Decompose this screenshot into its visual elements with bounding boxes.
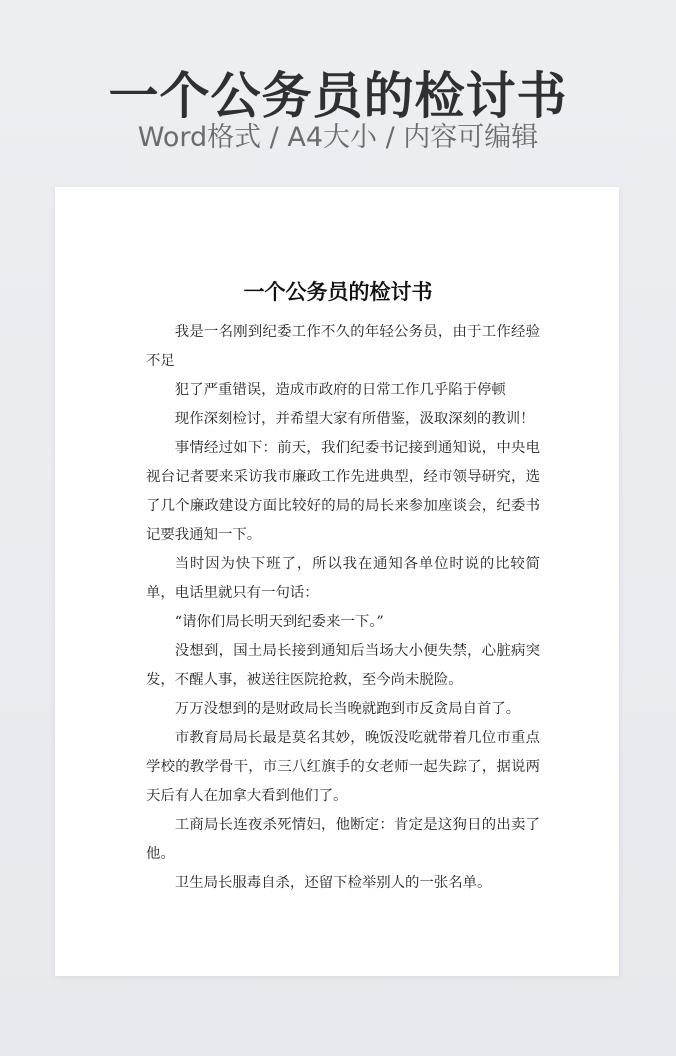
paragraph: 事情经过如下：前天，我们纪委书记接到通知说，中央电视台记者要来采访我市廉政工作先进典型，经市领导研究，选了几个廉政建设方面比较好的局的局长来参加座谈会，纪委书记要我通知一下。: [146, 440, 540, 543]
paragraph: “请你们局长明天到纪委来一下。”: [174, 614, 384, 630]
paragraph: 我是一名刚到纪委工作不久的年轻公务员，由于工作经验不足: [146, 324, 540, 369]
paragraph: 卫生局长服毒自杀，还留下检举别人的一张名单。: [174, 875, 492, 891]
paragraph: 万万没想到的是财政局长当晚就跑到市反贪局自首了。: [174, 701, 521, 717]
document-body: [146, 318, 540, 898]
paragraph: 犯了严重错误，造成市政府的日常工作几乎陷于停顿: [174, 382, 506, 398]
paragraph: 没想到，国土局长接到通知后当场大小便失禁，心脏病突发，不醒人事，被送往医院抢救，至今尚未脱险。: [146, 643, 540, 688]
paragraph: 当时因为快下班了，所以我在通知各单位时说的比较简单，电话里就只有一句话：: [146, 556, 540, 601]
paragraph: 现作深刻检讨，并希望大家有所借鉴，汲取深刻的教训！: [174, 411, 535, 427]
paragraph: 工商局长连夜杀死情妇，他断定：肯定是这狗日的出卖了他。: [146, 817, 540, 862]
paragraph: 市教育局局长最是莫名其妙，晚饭没吃就带着几位市重点学校的教学骨干，市三八红旗手的女老师一起失踪了，据说两天后有人在加拿大看到他们了。: [146, 730, 540, 804]
page-subtitle: Word格式 / A4大小 / 内容可编辑: [137, 122, 539, 153]
document-title: 一个公务员的检讨书: [243, 279, 433, 304]
page-title: 一个公务员的检讨书: [108, 67, 568, 125]
